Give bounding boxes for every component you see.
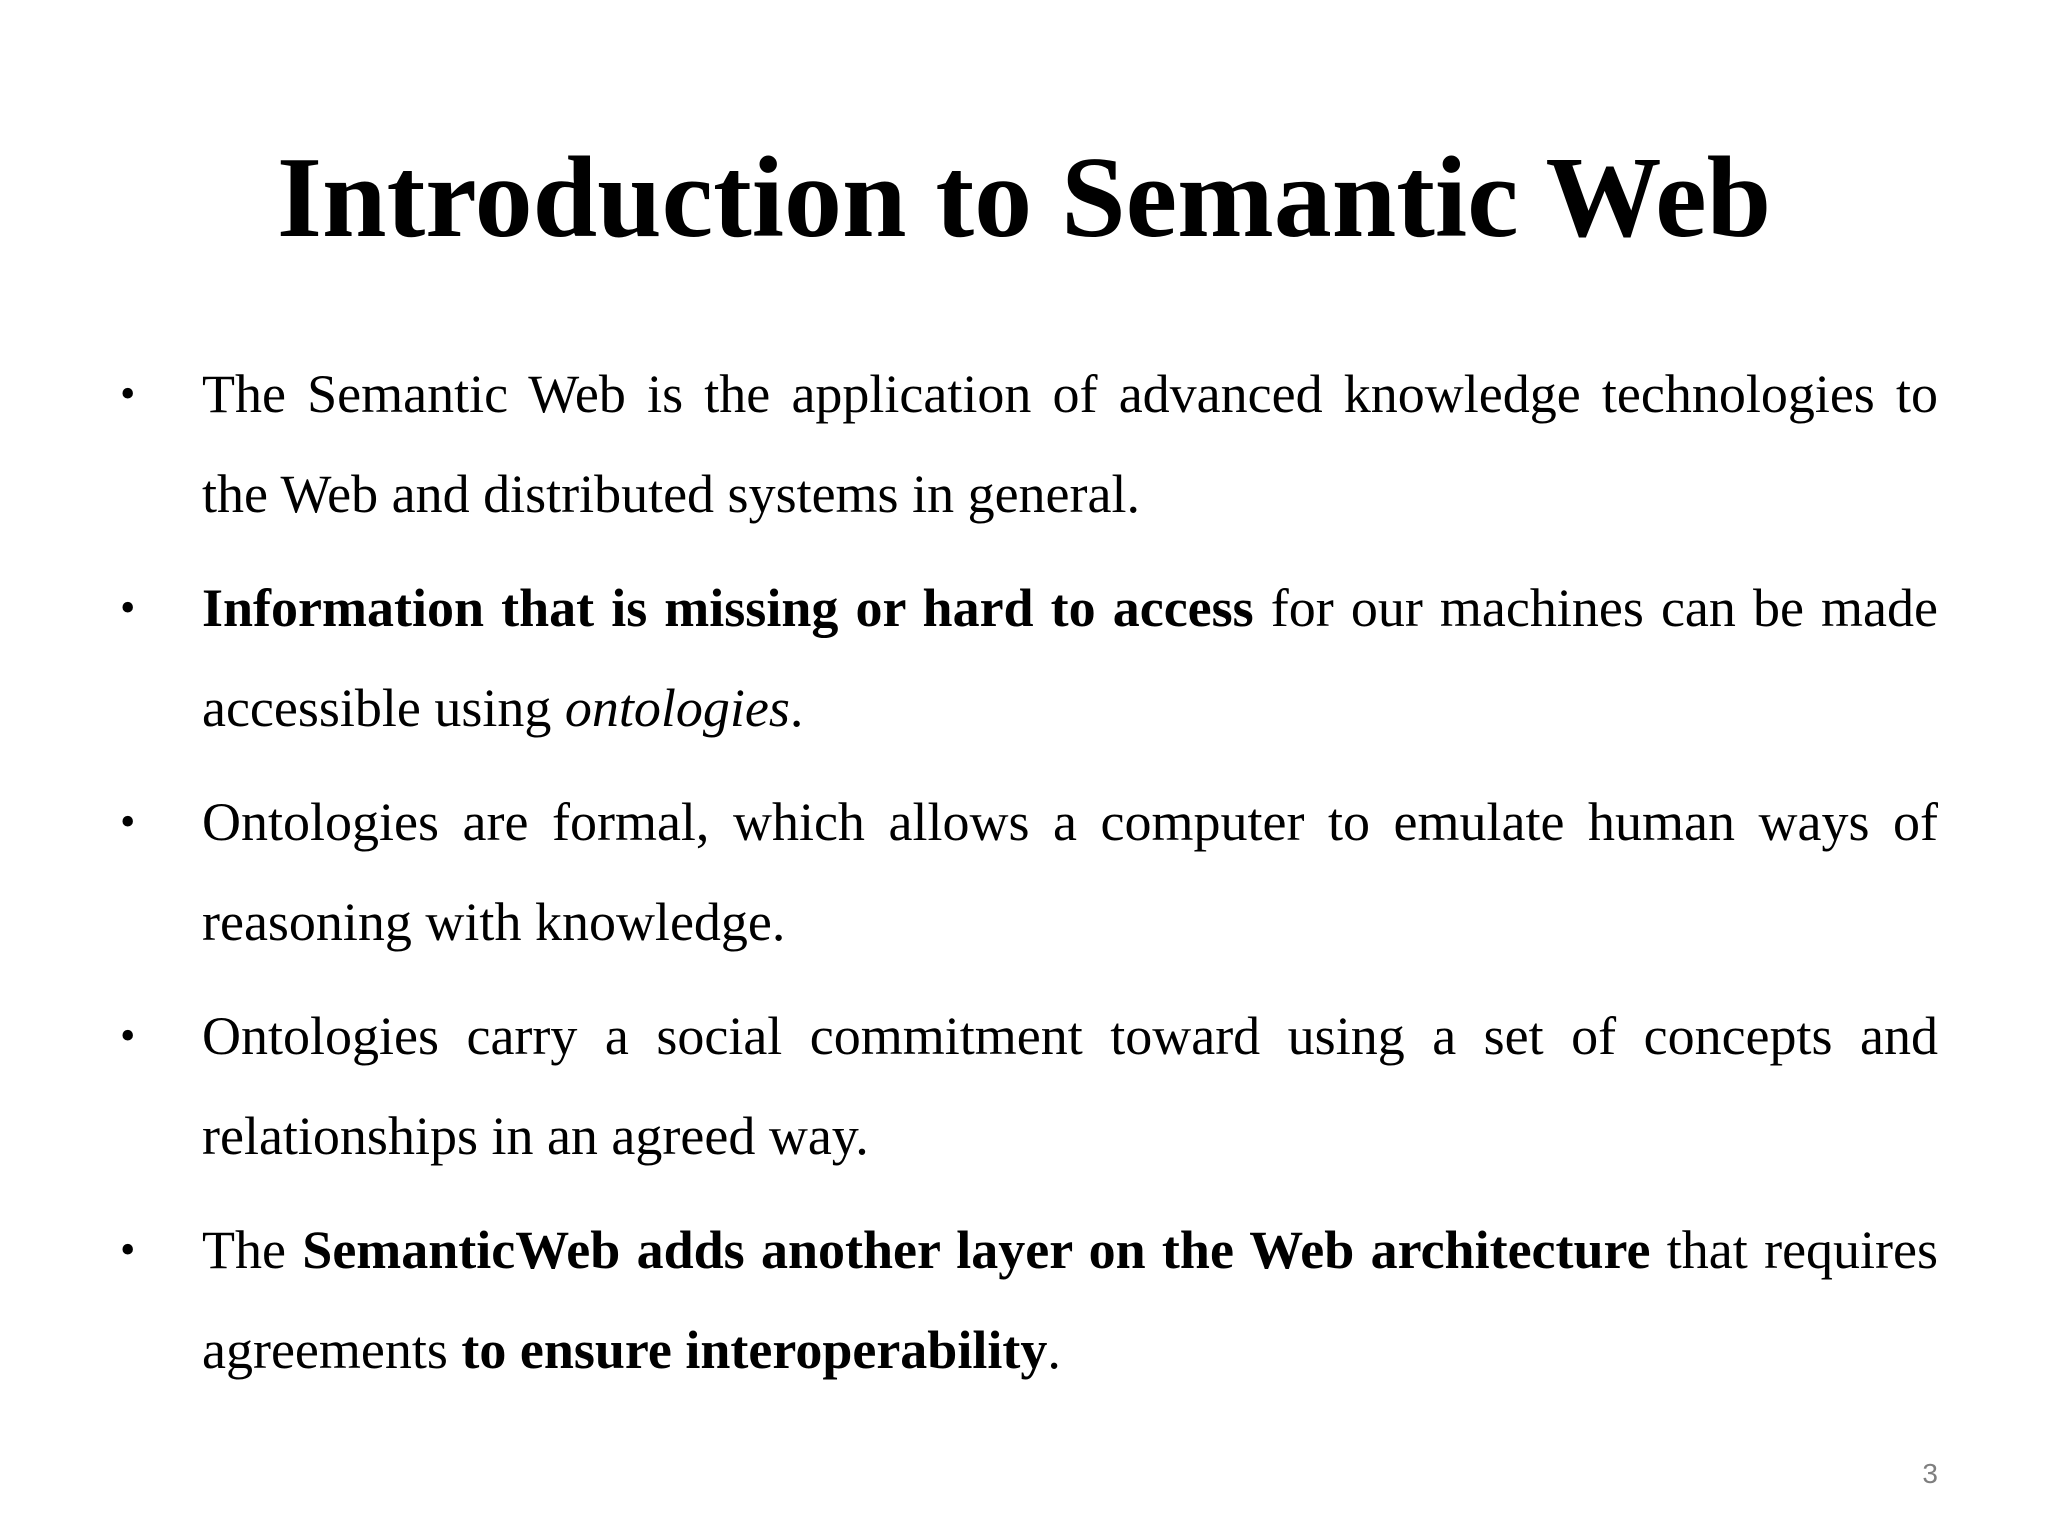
bullet-item	[120, 1200, 1938, 1400]
bullet-dot-icon: •	[120, 797, 136, 846]
bullet-text-italic: ontologies	[564, 678, 790, 738]
bullet-text: Ontologies carry a social commitment toward using a set of concepts and relationships in an agreed way.	[202, 1006, 1938, 1166]
bullet-text: The	[202, 1220, 303, 1280]
bullet-text: for our machines can be made accessible using	[202, 578, 1938, 738]
bullet-dot-icon: •	[120, 583, 136, 632]
bullet-text: .	[1047, 1320, 1061, 1380]
bullet-item	[120, 344, 1938, 544]
bullet-text-bold: Information that is missing or hard to access	[202, 578, 1254, 638]
bullet-text: Ontologies are formal, which allows a computer to emulate human ways of reasoning with knowledge.	[202, 792, 1938, 952]
slide-title: Introduction to Semantic Web	[276, 134, 1772, 262]
bullet-dot-icon: •	[120, 1011, 136, 1060]
bullet-item	[120, 986, 1938, 1186]
page-number: 3	[1922, 1458, 1938, 1489]
bullet-item	[120, 558, 1938, 758]
bullet-text-bold: to ensure interoperability	[461, 1320, 1048, 1380]
bullet-text-bold: SemanticWeb adds another layer on the Web architecture	[302, 1220, 1651, 1280]
bullet-dot-icon: •	[120, 1225, 136, 1274]
bullet-dot-icon: •	[120, 369, 136, 418]
bullet-text: .	[789, 678, 804, 738]
bullet-text: The Semantic Web is the application of advanced knowledge technologies to the Web and distributed systems in general.	[202, 364, 1938, 524]
bullet-item	[120, 772, 1938, 972]
bullet-text: that requires agreements	[202, 1220, 1939, 1380]
bullet-list	[120, 344, 1938, 1414]
